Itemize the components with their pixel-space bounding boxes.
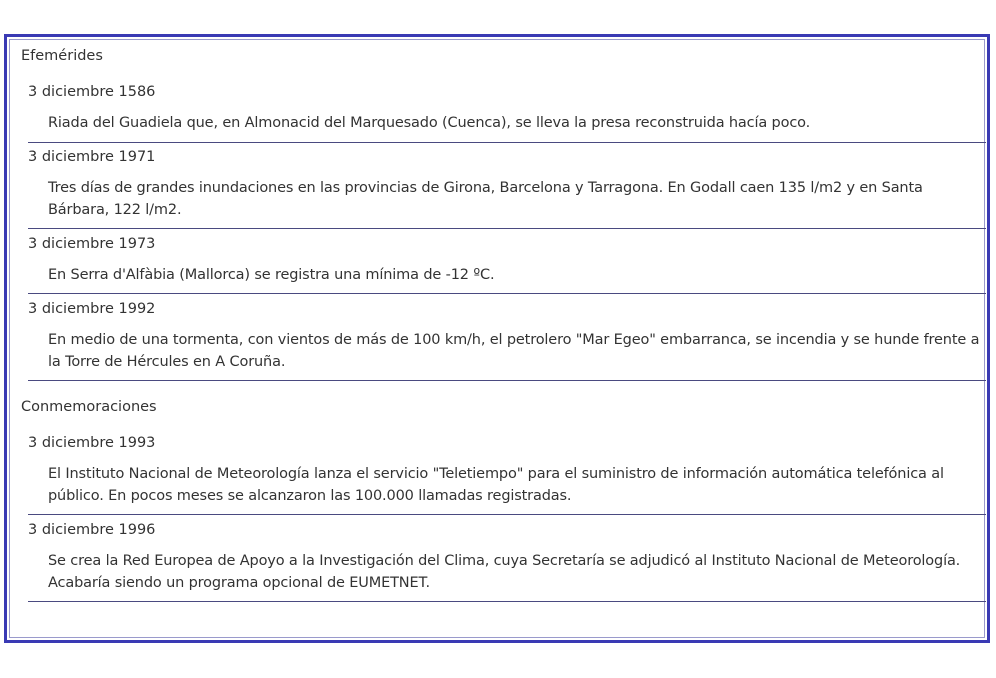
entry-text: En Serra d'Alfàbia (Mallorca) se registra una mínima de -12 ºC. — [48, 267, 495, 283]
entry-text: El Instituto Nacional de Meteorología lanza el servicio "Teletiempo" para el suministro de información automática telefónica al público. En pocos meses se alcanzaron las 100.000 llamadas registradas. — [48, 466, 944, 504]
section-title-conmemoraciones: Conmemoraciones — [21, 399, 157, 415]
content-frame — [4, 34, 990, 643]
content-panel — [9, 39, 985, 638]
entry-text: Riada del Guadiela que, en Almonacid del Marquesado (Cuenca), se lleva la presa reconstruida hacía poco. — [48, 115, 811, 131]
section-title-efemerides: Efemérides — [21, 48, 103, 64]
entry-text: En medio de una tormenta, con vientos de más de 100 km/h, el petrolero "Mar Egeo" embarranca, se incendia y se hunde frente a la Torre de Hércules en A Coruña. — [48, 332, 980, 370]
entry-date: 3 diciembre 1996 — [28, 522, 156, 538]
list-item — [28, 84, 986, 143]
entry-date: 3 diciembre 1992 — [28, 301, 156, 317]
entry-text: Se crea la Red Europea de Apoyo a la Investigación del Clima, cuya Secretaría se adjudicó al Instituto Nacional de Meteorología. Acabaría siendo un programa opcional de EUMETNET. — [48, 553, 961, 591]
list-item — [28, 301, 986, 381]
entry-date: 3 diciembre 1586 — [28, 84, 156, 100]
entry-text: Tres días de grandes inundaciones en las provincias de Girona, Barcelona y Tarragona. En Godall caen 135 l/m2 y en Santa Bárbara, 122 l/m2. — [48, 180, 923, 218]
list-item — [28, 435, 986, 515]
list-item — [28, 522, 986, 602]
entry-date: 3 diciembre 1993 — [28, 435, 156, 451]
list-item — [28, 236, 986, 294]
list-item — [28, 149, 986, 229]
entry-date: 3 diciembre 1973 — [28, 236, 156, 252]
entry-date: 3 diciembre 1971 — [28, 149, 156, 165]
